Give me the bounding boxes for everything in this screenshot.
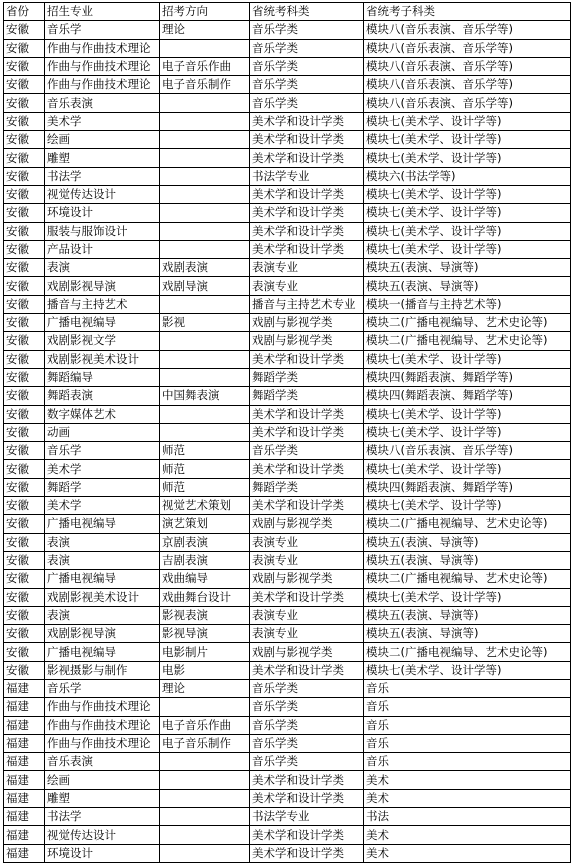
cell-province: 安徽 [4, 515, 45, 533]
cell-direction [160, 332, 250, 350]
cell-exam-subcategory: 模块五(表演、导演等) [364, 259, 571, 277]
table-row [4, 734, 571, 752]
table-row [4, 588, 571, 606]
cell-direction: 电子音乐制作 [160, 76, 250, 94]
table-body [4, 21, 571, 863]
cell-major: 播音与主持艺术 [45, 295, 160, 313]
cell-province: 安徽 [4, 332, 45, 350]
cell-exam-subcategory: 模块七(美术学、设计学等) [364, 185, 571, 203]
cell-exam-subcategory: 模块七(美术学、设计学等) [364, 423, 571, 441]
cell-major: 作曲与作曲技术理论 [45, 698, 160, 716]
cell-exam-subcategory: 模块八(音乐表演、音乐学等) [364, 39, 571, 57]
cell-major: 产品设计 [45, 240, 160, 258]
cell-major: 广播电视编导 [45, 570, 160, 588]
table-row [4, 606, 571, 624]
cell-direction [160, 185, 250, 203]
cell-province: 安徽 [4, 21, 45, 39]
cell-major: 作曲与作曲技术理论 [45, 76, 160, 94]
cell-exam-subcategory: 模块七(美术学、设计学等) [364, 222, 571, 240]
cell-exam-subcategory: 音乐 [364, 753, 571, 771]
cell-major: 戏剧影视文学 [45, 332, 160, 350]
cell-exam-subcategory: 模块七(美术学、设计学等) [364, 350, 571, 368]
admission-table [3, 2, 571, 863]
cell-direction: 演艺策划 [160, 515, 250, 533]
cell-exam-subcategory: 模块七(美术学、设计学等) [364, 204, 571, 222]
cell-exam-category: 美术学和设计学类 [250, 771, 364, 789]
cell-exam-category: 表演专业 [250, 259, 364, 277]
cell-direction [160, 167, 250, 185]
cell-province: 福建 [4, 734, 45, 752]
table-row [4, 387, 571, 405]
cell-exam-subcategory: 模块四(舞蹈表演、舞蹈学等) [364, 478, 571, 496]
table-row [4, 497, 571, 515]
cell-direction [160, 149, 250, 167]
cell-major: 表演 [45, 606, 160, 624]
cell-exam-category: 音乐学类 [250, 57, 364, 75]
cell-direction [160, 771, 250, 789]
cell-exam-category: 美术学和设计学类 [250, 826, 364, 844]
table-row [4, 789, 571, 807]
cell-major: 环境设计 [45, 204, 160, 222]
cell-direction: 戏曲编导 [160, 570, 250, 588]
cell-province: 福建 [4, 679, 45, 697]
table-row [4, 149, 571, 167]
table-row [4, 277, 571, 295]
table-row [4, 716, 571, 734]
cell-major: 音乐表演 [45, 94, 160, 112]
cell-major: 视觉传达设计 [45, 185, 160, 203]
cell-major: 舞蹈编导 [45, 368, 160, 386]
cell-exam-subcategory: 模块八(音乐表演、音乐学等) [364, 76, 571, 94]
cell-major: 雕塑 [45, 789, 160, 807]
cell-major: 广播电视编导 [45, 515, 160, 533]
table-row [4, 314, 571, 332]
cell-exam-category: 音乐学类 [250, 442, 364, 460]
cell-exam-category: 美术学和设计学类 [250, 661, 364, 679]
table-row [4, 94, 571, 112]
table-row [4, 204, 571, 222]
cell-direction [160, 808, 250, 826]
table-row [4, 698, 571, 716]
cell-direction: 电子音乐作曲 [160, 57, 250, 75]
cell-province: 安徽 [4, 460, 45, 478]
cell-major: 作曲与作曲技术理论 [45, 716, 160, 734]
table-row [4, 259, 571, 277]
cell-major: 音乐表演 [45, 753, 160, 771]
cell-province: 福建 [4, 789, 45, 807]
cell-exam-subcategory: 模块七(美术学、设计学等) [364, 460, 571, 478]
cell-exam-category: 美术学和设计学类 [250, 405, 364, 423]
cell-major: 美术学 [45, 112, 160, 130]
cell-exam-category: 美术学和设计学类 [250, 240, 364, 258]
cell-exam-category: 美术学和设计学类 [250, 350, 364, 368]
cell-exam-category: 表演专业 [250, 625, 364, 643]
cell-direction [160, 94, 250, 112]
cell-direction: 电影制片 [160, 643, 250, 661]
cell-major: 雕塑 [45, 149, 160, 167]
cell-major: 书法学 [45, 167, 160, 185]
cell-exam-subcategory: 模块七(美术学、设计学等) [364, 661, 571, 679]
cell-direction: 影视导演 [160, 625, 250, 643]
cell-exam-subcategory: 模块八(音乐表演、音乐学等) [364, 57, 571, 75]
cell-exam-category: 戏剧与影视学类 [250, 314, 364, 332]
cell-direction [160, 844, 250, 862]
cell-major: 书法学 [45, 808, 160, 826]
cell-province: 安徽 [4, 661, 45, 679]
table-row [4, 753, 571, 771]
cell-major: 音乐学 [45, 679, 160, 697]
cell-province: 安徽 [4, 442, 45, 460]
cell-province: 安徽 [4, 478, 45, 496]
cell-exam-subcategory: 模块二(广播电视编导、艺术史论等) [364, 515, 571, 533]
cell-major: 广播电视编导 [45, 643, 160, 661]
cell-major: 美术学 [45, 460, 160, 478]
table-row [4, 570, 571, 588]
header-row [4, 3, 571, 21]
cell-direction [160, 698, 250, 716]
cell-direction: 电影 [160, 661, 250, 679]
header-exam-category: 省统考科类 [250, 3, 364, 21]
cell-province: 福建 [4, 698, 45, 716]
cell-exam-category: 表演专业 [250, 551, 364, 569]
cell-major: 数字媒体艺术 [45, 405, 160, 423]
cell-exam-category: 音乐学类 [250, 94, 364, 112]
cell-direction [160, 405, 250, 423]
cell-direction [160, 789, 250, 807]
cell-exam-category: 美术学和设计学类 [250, 204, 364, 222]
cell-exam-category: 书法学专业 [250, 167, 364, 185]
cell-province: 安徽 [4, 533, 45, 551]
cell-direction: 视觉艺术策划 [160, 497, 250, 515]
table-row [4, 423, 571, 441]
header-major: 招生专业 [45, 3, 160, 21]
cell-major: 表演 [45, 533, 160, 551]
cell-exam-subcategory: 模块七(美术学、设计学等) [364, 405, 571, 423]
cell-exam-subcategory: 模块八(音乐表演、音乐学等) [364, 94, 571, 112]
cell-exam-category: 书法学专业 [250, 808, 364, 826]
cell-province: 福建 [4, 844, 45, 862]
cell-exam-subcategory: 美术 [364, 844, 571, 862]
cell-direction: 师范 [160, 478, 250, 496]
cell-exam-category: 美术学和设计学类 [250, 112, 364, 130]
cell-province: 安徽 [4, 551, 45, 569]
cell-province: 安徽 [4, 112, 45, 130]
cell-province: 安徽 [4, 588, 45, 606]
cell-major: 音乐学 [45, 442, 160, 460]
cell-major: 环境设计 [45, 844, 160, 862]
cell-exam-subcategory: 模块二(广播电视编导、艺术史论等) [364, 643, 571, 661]
cell-province: 安徽 [4, 76, 45, 94]
header-exam-subcategory: 省统考子科类 [364, 3, 571, 21]
cell-direction [160, 368, 250, 386]
cell-exam-category: 播音与主持艺术专业 [250, 295, 364, 313]
table-row [4, 295, 571, 313]
table-row [4, 131, 571, 149]
table-row [4, 844, 571, 862]
cell-exam-category: 戏剧与影视学类 [250, 515, 364, 533]
cell-exam-subcategory: 模块五(表演、导演等) [364, 625, 571, 643]
cell-exam-category: 美术学和设计学类 [250, 844, 364, 862]
cell-major: 动画 [45, 423, 160, 441]
cell-province: 安徽 [4, 57, 45, 75]
cell-exam-subcategory: 模块二(广播电视编导、艺术史论等) [364, 332, 571, 350]
table-row [4, 771, 571, 789]
cell-major: 绘画 [45, 771, 160, 789]
cell-major: 表演 [45, 551, 160, 569]
cell-exam-subcategory: 模块八(音乐表演、音乐学等) [364, 442, 571, 460]
cell-major: 戏剧影视导演 [45, 625, 160, 643]
cell-direction [160, 423, 250, 441]
table-row [4, 350, 571, 368]
cell-exam-category: 音乐学类 [250, 39, 364, 57]
cell-exam-subcategory: 模块七(美术学、设计学等) [364, 240, 571, 258]
cell-major: 表演 [45, 259, 160, 277]
cell-exam-category: 表演专业 [250, 606, 364, 624]
cell-direction [160, 204, 250, 222]
cell-exam-subcategory: 音乐 [364, 698, 571, 716]
cell-major: 服装与服饰设计 [45, 222, 160, 240]
cell-direction: 戏剧导演 [160, 277, 250, 295]
cell-province: 安徽 [4, 570, 45, 588]
cell-province: 福建 [4, 753, 45, 771]
cell-direction [160, 295, 250, 313]
cell-exam-subcategory: 模块六(书法学等) [364, 167, 571, 185]
cell-direction [160, 131, 250, 149]
table-row [4, 625, 571, 643]
cell-major: 视觉传达设计 [45, 826, 160, 844]
table-row [4, 76, 571, 94]
cell-direction: 电子音乐作曲 [160, 716, 250, 734]
cell-exam-subcategory: 模块七(美术学、设计学等) [364, 112, 571, 130]
cell-exam-subcategory: 书法 [364, 808, 571, 826]
cell-exam-category: 美术学和设计学类 [250, 185, 364, 203]
cell-major: 戏剧影视美术设计 [45, 588, 160, 606]
table-row [4, 515, 571, 533]
table-row [4, 222, 571, 240]
cell-province: 安徽 [4, 277, 45, 295]
cell-exam-subcategory: 模块七(美术学、设计学等) [364, 131, 571, 149]
cell-province: 福建 [4, 826, 45, 844]
cell-exam-subcategory: 模块七(美术学、设计学等) [364, 149, 571, 167]
cell-exam-category: 美术学和设计学类 [250, 460, 364, 478]
cell-direction [160, 350, 250, 368]
cell-province: 安徽 [4, 167, 45, 185]
cell-exam-category: 美术学和设计学类 [250, 131, 364, 149]
cell-province: 安徽 [4, 259, 45, 277]
table-row [4, 112, 571, 130]
cell-province: 安徽 [4, 131, 45, 149]
cell-major: 作曲与作曲技术理论 [45, 39, 160, 57]
cell-direction: 电子音乐制作 [160, 734, 250, 752]
table-row [4, 478, 571, 496]
cell-exam-subcategory: 音乐 [364, 679, 571, 697]
table-row [4, 643, 571, 661]
cell-direction [160, 753, 250, 771]
cell-exam-subcategory: 模块八(音乐表演、音乐学等) [364, 21, 571, 39]
cell-province: 安徽 [4, 350, 45, 368]
cell-major: 美术学 [45, 497, 160, 515]
cell-exam-category: 音乐学类 [250, 698, 364, 716]
cell-exam-category: 戏剧与影视学类 [250, 570, 364, 588]
cell-direction [160, 112, 250, 130]
table-row [4, 460, 571, 478]
cell-exam-subcategory: 模块四(舞蹈表演、舞蹈学等) [364, 368, 571, 386]
cell-province: 安徽 [4, 387, 45, 405]
cell-direction [160, 826, 250, 844]
cell-direction: 师范 [160, 442, 250, 460]
cell-exam-subcategory: 美术 [364, 826, 571, 844]
cell-exam-category: 音乐学类 [250, 734, 364, 752]
table-row [4, 679, 571, 697]
cell-exam-subcategory: 模块五(表演、导演等) [364, 533, 571, 551]
cell-province: 安徽 [4, 185, 45, 203]
cell-exam-category: 美术学和设计学类 [250, 423, 364, 441]
cell-direction: 京剧表演 [160, 533, 250, 551]
cell-province: 安徽 [4, 240, 45, 258]
cell-exam-category: 戏剧与影视学类 [250, 332, 364, 350]
cell-direction: 师范 [160, 460, 250, 478]
cell-exam-category: 美术学和设计学类 [250, 789, 364, 807]
cell-exam-subcategory: 模块五(表演、导演等) [364, 606, 571, 624]
cell-exam-subcategory: 模块五(表演、导演等) [364, 551, 571, 569]
cell-major: 舞蹈学 [45, 478, 160, 496]
cell-exam-subcategory: 模块七(美术学、设计学等) [364, 588, 571, 606]
cell-province: 安徽 [4, 423, 45, 441]
cell-province: 安徽 [4, 405, 45, 423]
cell-province: 安徽 [4, 204, 45, 222]
cell-major: 作曲与作曲技术理论 [45, 57, 160, 75]
cell-direction: 理论 [160, 21, 250, 39]
cell-province: 福建 [4, 716, 45, 734]
cell-province: 福建 [4, 808, 45, 826]
cell-exam-subcategory: 美术 [364, 789, 571, 807]
cell-major: 戏剧影视导演 [45, 277, 160, 295]
cell-province: 安徽 [4, 643, 45, 661]
cell-exam-category: 美术学和设计学类 [250, 222, 364, 240]
table-row [4, 240, 571, 258]
cell-exam-subcategory: 模块五(表演、导演等) [364, 277, 571, 295]
cell-major: 影视摄影与制作 [45, 661, 160, 679]
cell-exam-category: 音乐学类 [250, 753, 364, 771]
cell-exam-category: 舞蹈学类 [250, 368, 364, 386]
cell-province: 安徽 [4, 295, 45, 313]
cell-exam-category: 舞蹈学类 [250, 387, 364, 405]
table-row [4, 808, 571, 826]
cell-exam-category: 表演专业 [250, 533, 364, 551]
table-row [4, 185, 571, 203]
cell-direction [160, 39, 250, 57]
cell-province: 安徽 [4, 497, 45, 515]
cell-province: 安徽 [4, 222, 45, 240]
cell-exam-category: 音乐学类 [250, 21, 364, 39]
table-row [4, 551, 571, 569]
cell-direction: 戏剧表演 [160, 259, 250, 277]
cell-exam-subcategory: 模块二(广播电视编导、艺术史论等) [364, 314, 571, 332]
cell-direction: 吉剧表演 [160, 551, 250, 569]
cell-exam-category: 舞蹈学类 [250, 478, 364, 496]
table-row [4, 826, 571, 844]
table-row [4, 661, 571, 679]
table-row [4, 332, 571, 350]
table-row [4, 167, 571, 185]
cell-province: 安徽 [4, 94, 45, 112]
cell-province: 安徽 [4, 368, 45, 386]
table-row [4, 533, 571, 551]
cell-direction [160, 222, 250, 240]
cell-exam-subcategory: 音乐 [364, 734, 571, 752]
cell-exam-subcategory: 模块四(舞蹈表演、舞蹈学等) [364, 387, 571, 405]
cell-direction: 影视 [160, 314, 250, 332]
table-row [4, 405, 571, 423]
cell-major: 戏剧影视美术设计 [45, 350, 160, 368]
cell-exam-category: 美术学和设计学类 [250, 149, 364, 167]
cell-exam-subcategory: 模块一(播音与主持艺术等) [364, 295, 571, 313]
cell-exam-category: 戏剧与影视学类 [250, 643, 364, 661]
cell-direction [160, 240, 250, 258]
cell-exam-subcategory: 模块二(广播电视编导、艺术史论等) [364, 570, 571, 588]
cell-direction: 戏曲舞台设计 [160, 588, 250, 606]
header-direction: 招考方向 [160, 3, 250, 21]
cell-major: 作曲与作曲技术理论 [45, 734, 160, 752]
cell-exam-subcategory: 音乐 [364, 716, 571, 734]
cell-direction: 影视表演 [160, 606, 250, 624]
header-province: 省份 [4, 3, 45, 21]
cell-exam-category: 音乐学类 [250, 679, 364, 697]
cell-major: 音乐学 [45, 21, 160, 39]
cell-major: 绘画 [45, 131, 160, 149]
cell-province: 安徽 [4, 314, 45, 332]
cell-province: 安徽 [4, 149, 45, 167]
table-row [4, 39, 571, 57]
table-row [4, 57, 571, 75]
cell-exam-category: 美术学和设计学类 [250, 588, 364, 606]
cell-major: 广播电视编导 [45, 314, 160, 332]
cell-exam-category: 表演专业 [250, 277, 364, 295]
cell-province: 安徽 [4, 606, 45, 624]
cell-exam-category: 音乐学类 [250, 716, 364, 734]
table-row [4, 368, 571, 386]
table-row [4, 442, 571, 460]
cell-direction: 理论 [160, 679, 250, 697]
cell-exam-category: 美术学和设计学类 [250, 497, 364, 515]
cell-province: 福建 [4, 771, 45, 789]
cell-exam-category: 音乐学类 [250, 76, 364, 94]
cell-province: 安徽 [4, 625, 45, 643]
cell-exam-subcategory: 美术 [364, 771, 571, 789]
cell-exam-subcategory: 模块七(美术学、设计学等) [364, 497, 571, 515]
cell-province: 安徽 [4, 39, 45, 57]
table-row [4, 21, 571, 39]
cell-direction: 中国舞表演 [160, 387, 250, 405]
cell-major: 舞蹈表演 [45, 387, 160, 405]
